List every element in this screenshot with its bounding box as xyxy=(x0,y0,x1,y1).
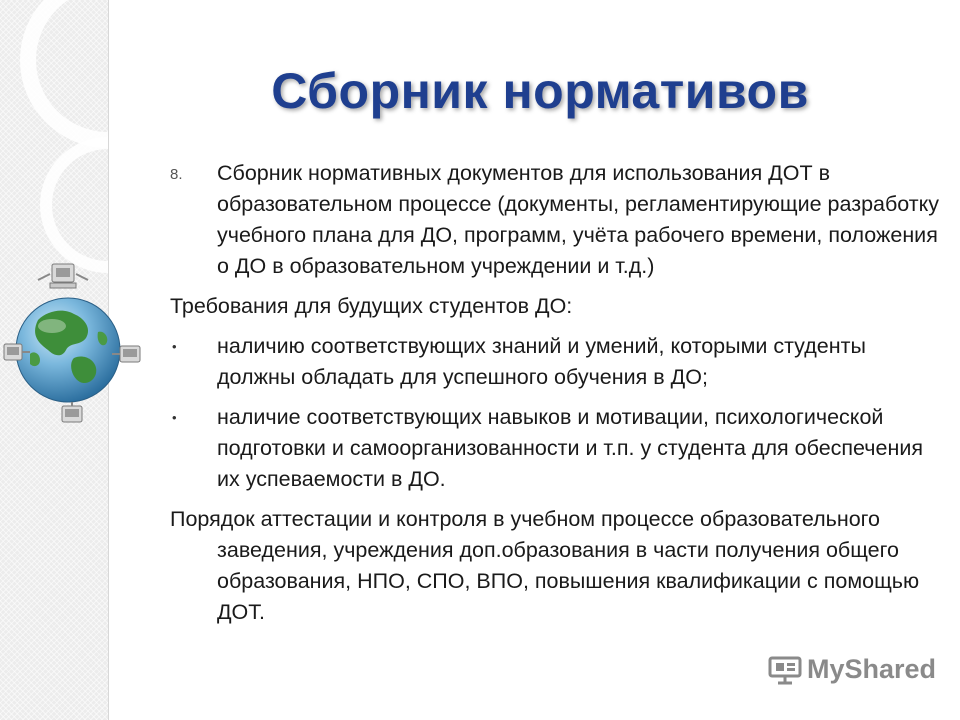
bullet-icon: • xyxy=(172,410,177,425)
numbered-item xyxy=(170,158,940,282)
globe-illustration xyxy=(0,258,150,438)
watermark-text: MyShared xyxy=(807,654,937,684)
computer-icon xyxy=(38,264,88,288)
list-item xyxy=(170,331,940,393)
ring-decoration xyxy=(0,0,108,300)
list-item xyxy=(170,402,940,495)
closing-paragraph: Порядок аттестации и контроля в учебном процессе образовательного заведения, учреждения доп.образования в части получения общего образования, НПО, СПО, ВПО, повышения квалификации с помощью ДОТ. xyxy=(170,507,920,624)
bullet-text: наличию соответствующих знаний и умений, которыми студенты должны обладать для успешного обучения в ДО; xyxy=(217,334,866,389)
watermark xyxy=(768,654,936,685)
bullet-icon: • xyxy=(172,339,177,354)
item-text: Сборник нормативных документов для использования ДОТ в образовательном процессе (документы, регламентирующие разработку учебного плана для ДО, программ, учёта рабочего времени, положения о ДО в образовательном учреждении и т.д.) xyxy=(217,161,940,278)
globe-icon xyxy=(16,298,120,402)
computer-icon xyxy=(62,402,82,422)
item-number: 8. xyxy=(170,166,183,183)
slide-content xyxy=(170,158,940,628)
requirements-heading: Требования для будущих студентов ДО: xyxy=(170,294,573,318)
slide-title: Сборник нормативов xyxy=(271,63,809,119)
presentation-icon xyxy=(768,655,802,685)
bullet-text: наличие соответствующих навыков и мотивации, психологической подготовки и самоорганизованности и т.п. у студента для обеспечения их успеваемости в ДО. xyxy=(217,405,923,491)
